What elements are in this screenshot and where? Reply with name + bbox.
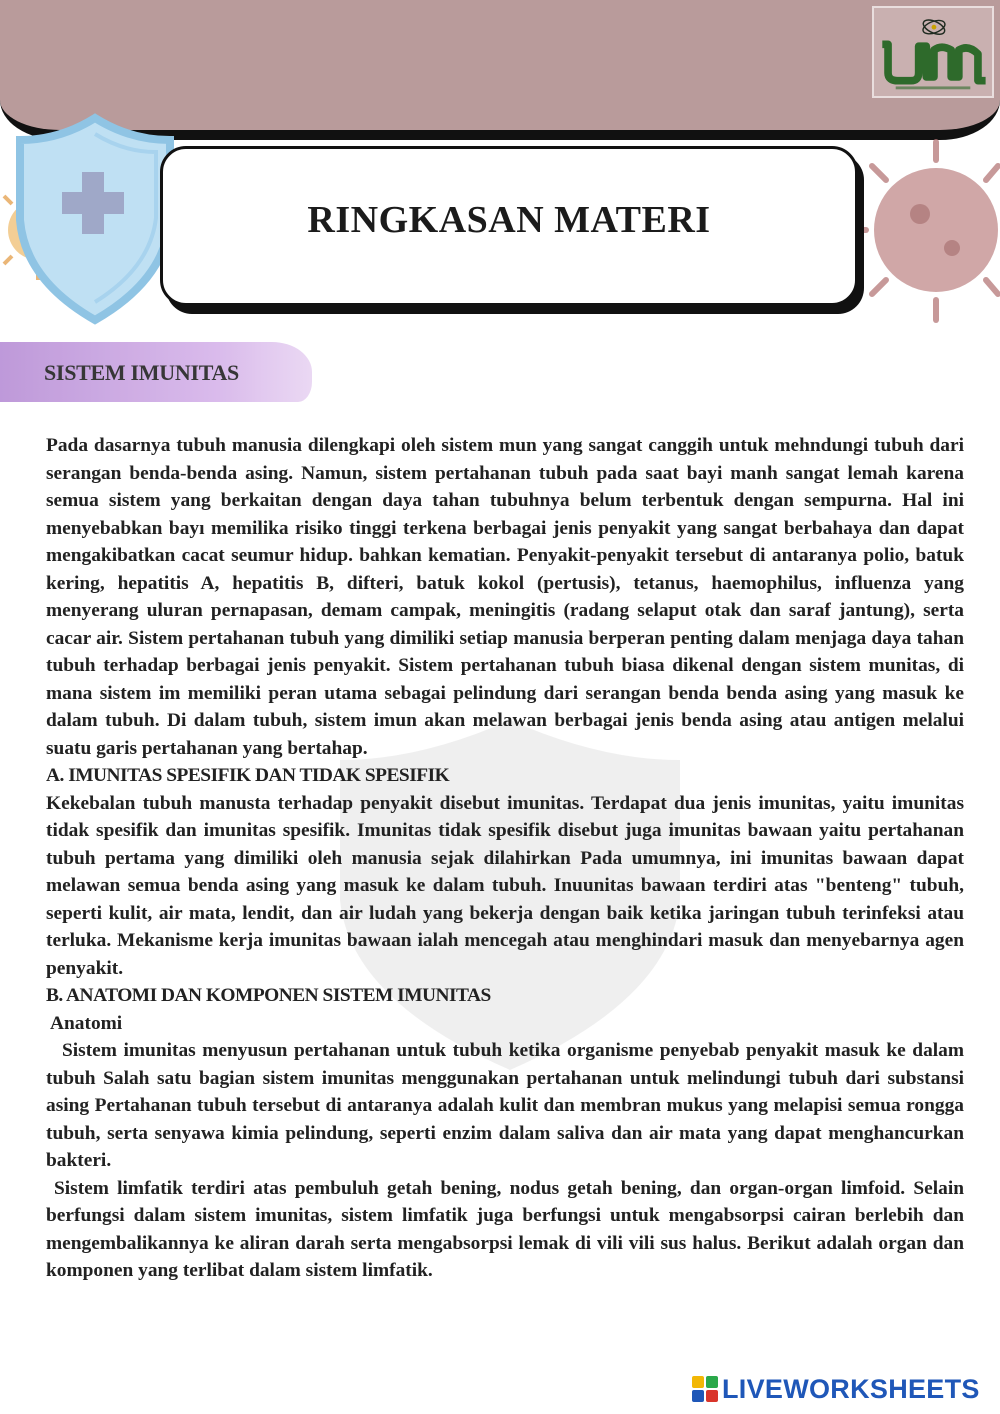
- uin-logo-icon: [872, 6, 994, 98]
- paragraph-b1: Sistem imunitas menyusun pertahanan untuk tubuh ketika organisme penyebab penyakit masuk ke dalam tubuh Salah satu bagian sistem imunitas menggunakan pertahanan untuk melindungi tubuh dari substansi asing Pertahanan tubuh tersebut di antaranya adalah kulit dan membran mukus yang melapisi semua rongga tubuh, serta senyawa kimia pelindung, seperti enzim dalam saliva dan air mata yang dapat menghancurkan bakteri.: [46, 1040, 964, 1171]
- paragraph-b2: Sistem limfatik terdiri atas pembuluh getah bening, nodus getah bening, dan organ-organ limfoid. Selain berfungsi dalam sistem imunitas, sistem limfatik juga berfungsi untuk mengabsorpsi cairan berlebih dan mengembalikannya ke aliran darah serta mengabsorpsi lemak di vili vili sus halus. Berikut adalah organ dan komponen yang terlibat dalam sistem limfatik.: [46, 1177, 964, 1281]
- uin-logo-graphic: [874, 8, 992, 96]
- paragraph-a: Kekebalan tubuh manusta terhadap penyakit disebut imunitas. Terdapat dua jenis imunitas, yaitu imunitas tidak spesifik dan imunitas spesifik. Imunitas tidak spesifik disebut juga imunitas bawaan yaitu pertahanan tubuh pertama yang dimiliki oleh manusia sejak dilahirkan Pada umumnya, ini imunitas bawaan dapat melawan semua benda asing yang masuk ke dalam tubuh. Inuunitas bawaan terdiri atas "benteng" tubuh, seperti kulit, air mata, lendit, dan air ludah yang bekerja dengan baik ketika jaringan tubuh terinfeksi atau terluka. Mekanisme kerja imunitas bawaan ialah mencegah atau menghindari masuk dan menyebarnya agen penyakit.: [46, 792, 964, 979]
- document-body: [46, 432, 964, 1285]
- section-title: SISTEM IMUNITAS: [44, 360, 239, 385]
- intro-paragraph: Pada dasarnya tubuh manusia dilengkapi oleh sistem mun yang sangat canggih untuk mehndungi tubuh dari serangan benda-benda asing. Namun, sistem pertahanan tubuh pada saat bayi manh sangat lemah karena semua sistem yang berkaitan dengan daya tahan tubuhnya belum terbentuk dengan sempurna. Hal ini menyebabkan bayı memilika risiko tinggi terkena berbagai jenis penyakit yang sangat berbahaya dan dapat mengakibatkan cacat seumur hidup. bahkan kematian. Penyakit-penyakit tersebut di antaranya polio, batuk kering, hepatitis A, hepatitis B, difteri, batuk kokol (pertusis), tetanus, haemophilus, influenza yang menyerang uluran pernapasan, demam campak, meningitis (radang selaput otak dan saraf jantung), serta cacar air. Sistem pertahanan tubuh yang dimiliki setiap manusia berperan penting dalam menjaga daya tahan tubuh terhadap berbagai jenis penyakit. Sistem pertahanan tubuh biasa dikenal dengan sistem munitas, di mana sistem im memiliki peran utama sebagai pelindung dari serangan benda benda asing yang masuk ke dalam tubuh. Di dalam tubuh, sistem imun akan melawan berbagai jenis benda asing atau antigen melalui suatu garis pertahanan yang bertahap.: [46, 435, 964, 759]
- liveworksheets-brand: [692, 1372, 980, 1406]
- heading-a: A. IMUNITAS SPESIFIK DAN TIDAK SPESIFIK: [46, 765, 450, 786]
- liveworksheets-logo-icon: [692, 1376, 718, 1402]
- brand-text: LIVEWORKSHEETS: [722, 1373, 980, 1404]
- page-title: RINGKASAN MATERI: [307, 199, 711, 241]
- section-banner: [0, 342, 312, 402]
- virus-decoration-icon: [840, 130, 1000, 330]
- heading-b: B. ANATOMI DAN KOMPONEN SISTEM IMUNITAS: [46, 985, 491, 1006]
- subheading-anatomi: Anatomi: [50, 1012, 123, 1034]
- title-card: [160, 146, 858, 306]
